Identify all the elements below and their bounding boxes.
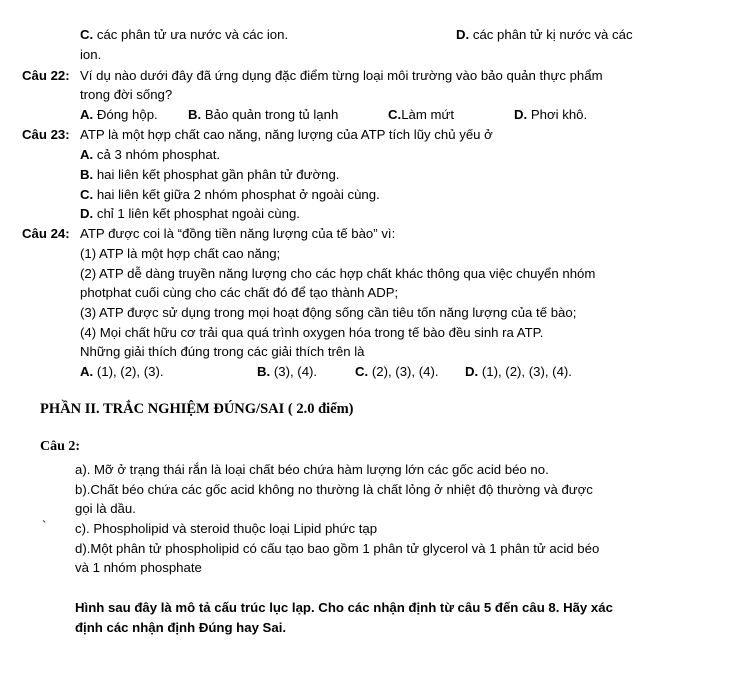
question-2-statement-b: b).Chất béo chứa các gốc acid không no thường là chất lỏng ở nhiệt độ thường và được [75, 482, 593, 497]
question-24-option-d: D. (1), (2), (3), (4). [465, 364, 572, 379]
question-24-number: Câu 24: [22, 226, 70, 241]
question-24-statement-2: (2) ATP dễ dàng truyền năng lượng cho các hợp chất khác thông qua việc chuyển nhóm [80, 266, 596, 281]
question-22-number: Câu 22: [22, 68, 70, 83]
question-22-option-a: A. Đóng hộp. [80, 107, 158, 122]
question-22-text-cont: trong đời sống? [80, 87, 173, 102]
question-24-statement-4: (4) Mọi chất hữu cơ trải qua quá trình oxygen hóa trong tế bào đều sinh ra ATP. [80, 325, 544, 340]
option-d-prev: D. các phân tử kị nước và các [456, 27, 633, 42]
question-2-statement-d-cont: và 1 nhóm phosphate [75, 560, 202, 575]
question-24-option-b: B. (3), (4). [257, 364, 318, 379]
question-22-option-c: C.Làm mứt [388, 107, 454, 122]
question-2-statement-b-cont: gọi là dầu. [75, 501, 136, 516]
instruction-text: Hình sau đây là mô tả cấu trúc lục lạp. Cho các nhận định từ câu 5 đến câu 8. Hãy xác [75, 600, 613, 615]
instruction-text-cont: định các nhận định Đúng hay Sai. [75, 620, 287, 635]
question-23-option-a: A. cả 3 nhóm phosphat. [80, 147, 221, 162]
question-23-text: ATP là một hợp chất cao năng, năng lượng của ATP tích lũy chủ yếu ở [80, 127, 493, 142]
question-23-option-c: C. hai liên kết giữa 2 nhóm phosphat ở ngoài cùng. [80, 187, 380, 202]
question-24-prompt: Những giải thích đúng trong các giải thích trên là [80, 344, 365, 359]
question-24-statement-2-cont: photphat cuối cùng cho các chất đó để tạo thành ADP; [80, 285, 399, 300]
question-2-statement-c: c). Phospholipid và steroid thuộc loại Lipid phức tạp [75, 521, 378, 536]
part-2-heading: PHẦN II. TRẮC NGHIỆM ĐÚNG/SAI ( 2.0 điểm) [40, 401, 354, 417]
question-24-statement-1: (1) ATP là một hợp chất cao năng; [80, 246, 281, 261]
question-24-text: ATP được coi là “đồng tiền năng lượng của tế bào” vì: [80, 226, 396, 241]
option-d-prev-wrap: ion. [80, 47, 102, 62]
question-23-option-b: B. hai liên kết phosphat gần phân tử đường. [80, 167, 340, 182]
question-24-option-c: C. (2), (3), (4). [355, 364, 439, 379]
option-c-prev: C. các phân tử ưa nước và các ion. [80, 27, 289, 42]
question-2-statement-d: d).Một phân tử phospholipid có cấu tạo bao gồm 1 phân tử glycerol và 1 phân tử acid béo [75, 541, 600, 556]
question-23-option-d: D. chỉ 1 liên kết phosphat ngoài cùng. [80, 206, 300, 221]
question-22-option-b: B. Bảo quản trong tủ lạnh [188, 107, 339, 122]
question-24-option-a: A. (1), (2), (3). [80, 364, 164, 379]
question-22-text: Ví dụ nào dưới đây đã ứng dụng đặc điểm từng loại môi trường vào bảo quản thực phẩm [80, 68, 603, 83]
question-22-option-d: D. Phơi khô. [514, 107, 588, 122]
question-24-statement-3: (3) ATP được sử dụng trong mọi hoạt động sống cần tiêu tốn năng lượng của tế bào; [80, 305, 577, 320]
question-2-statement-a: a). Mỡ ở trạng thái rắn là loại chất béo chứa hàm lượng lớn các gốc acid béo no. [75, 462, 549, 477]
question-23-number: Câu 23: [22, 127, 70, 142]
stray-backtick-mark: ` [42, 518, 47, 533]
question-2-number: Câu 2: [40, 439, 81, 454]
